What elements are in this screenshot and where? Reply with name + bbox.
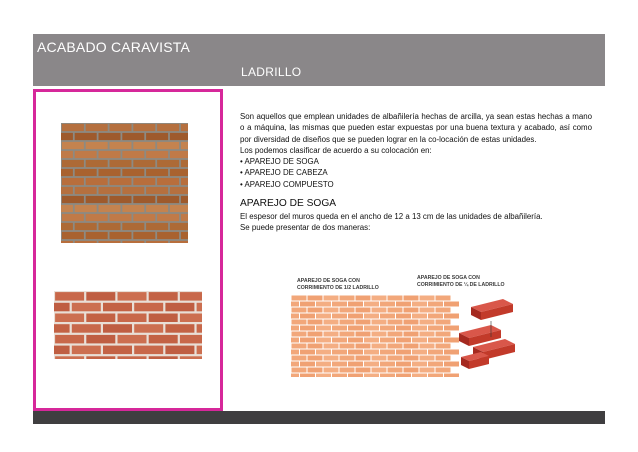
list-item: • APAREJO COMPUESTO — [240, 179, 334, 189]
header-bar — [33, 34, 605, 86]
section-line-2: Se puede presentar de dos maneras: — [240, 223, 371, 233]
brick-photo — [61, 123, 188, 243]
diagram-label-left-1: APAREJO DE SOGA CON — [297, 278, 360, 284]
list-item: • APAREJO DE CABEZA — [240, 168, 328, 178]
section-title: APAREJO DE SOGA — [240, 198, 337, 210]
running-bond-wall — [291, 296, 459, 378]
classification-line: Los podemos clasificar de acuerdo a su colocación en: — [240, 145, 432, 155]
diagram-label-right-1: APAREJO DE SOGA CON — [417, 275, 480, 281]
section-line-1: El espesor del muros queda en el ancho de 12 a 13 cm de las unidades de albañilería. — [240, 212, 543, 222]
footer-bar — [33, 411, 605, 424]
intro-paragraph: Son aquellos que emplean unidades de albañilería hechas de arcilla, ya sean estas hechas a mano o a máquina, las mismas que pueden estar expuestas por una buena textura y acabado, así como por diversidad de diseños que se pueden lograr en la co-locación de estas unidades. — [240, 112, 592, 144]
diagram-label-right-2: CORRIMIENTO DE ¼ DE LADRILLO — [417, 282, 505, 288]
text-column — [240, 111, 592, 234]
bond-diagram — [291, 271, 525, 377]
diagram-label-left-2: CORRIMIENTO DE 1/2 LADRILLO — [297, 285, 379, 291]
diagram-art — [291, 295, 525, 377]
page-title: ACABADO CARAVISTA — [37, 39, 191, 55]
list-item: • APAREJO DE SOGA — [240, 157, 319, 167]
brick-3d-stack — [459, 299, 515, 369]
image-frame — [33, 89, 223, 411]
brick-render — [54, 291, 202, 359]
page-subtitle: LADRILLO — [241, 65, 302, 79]
